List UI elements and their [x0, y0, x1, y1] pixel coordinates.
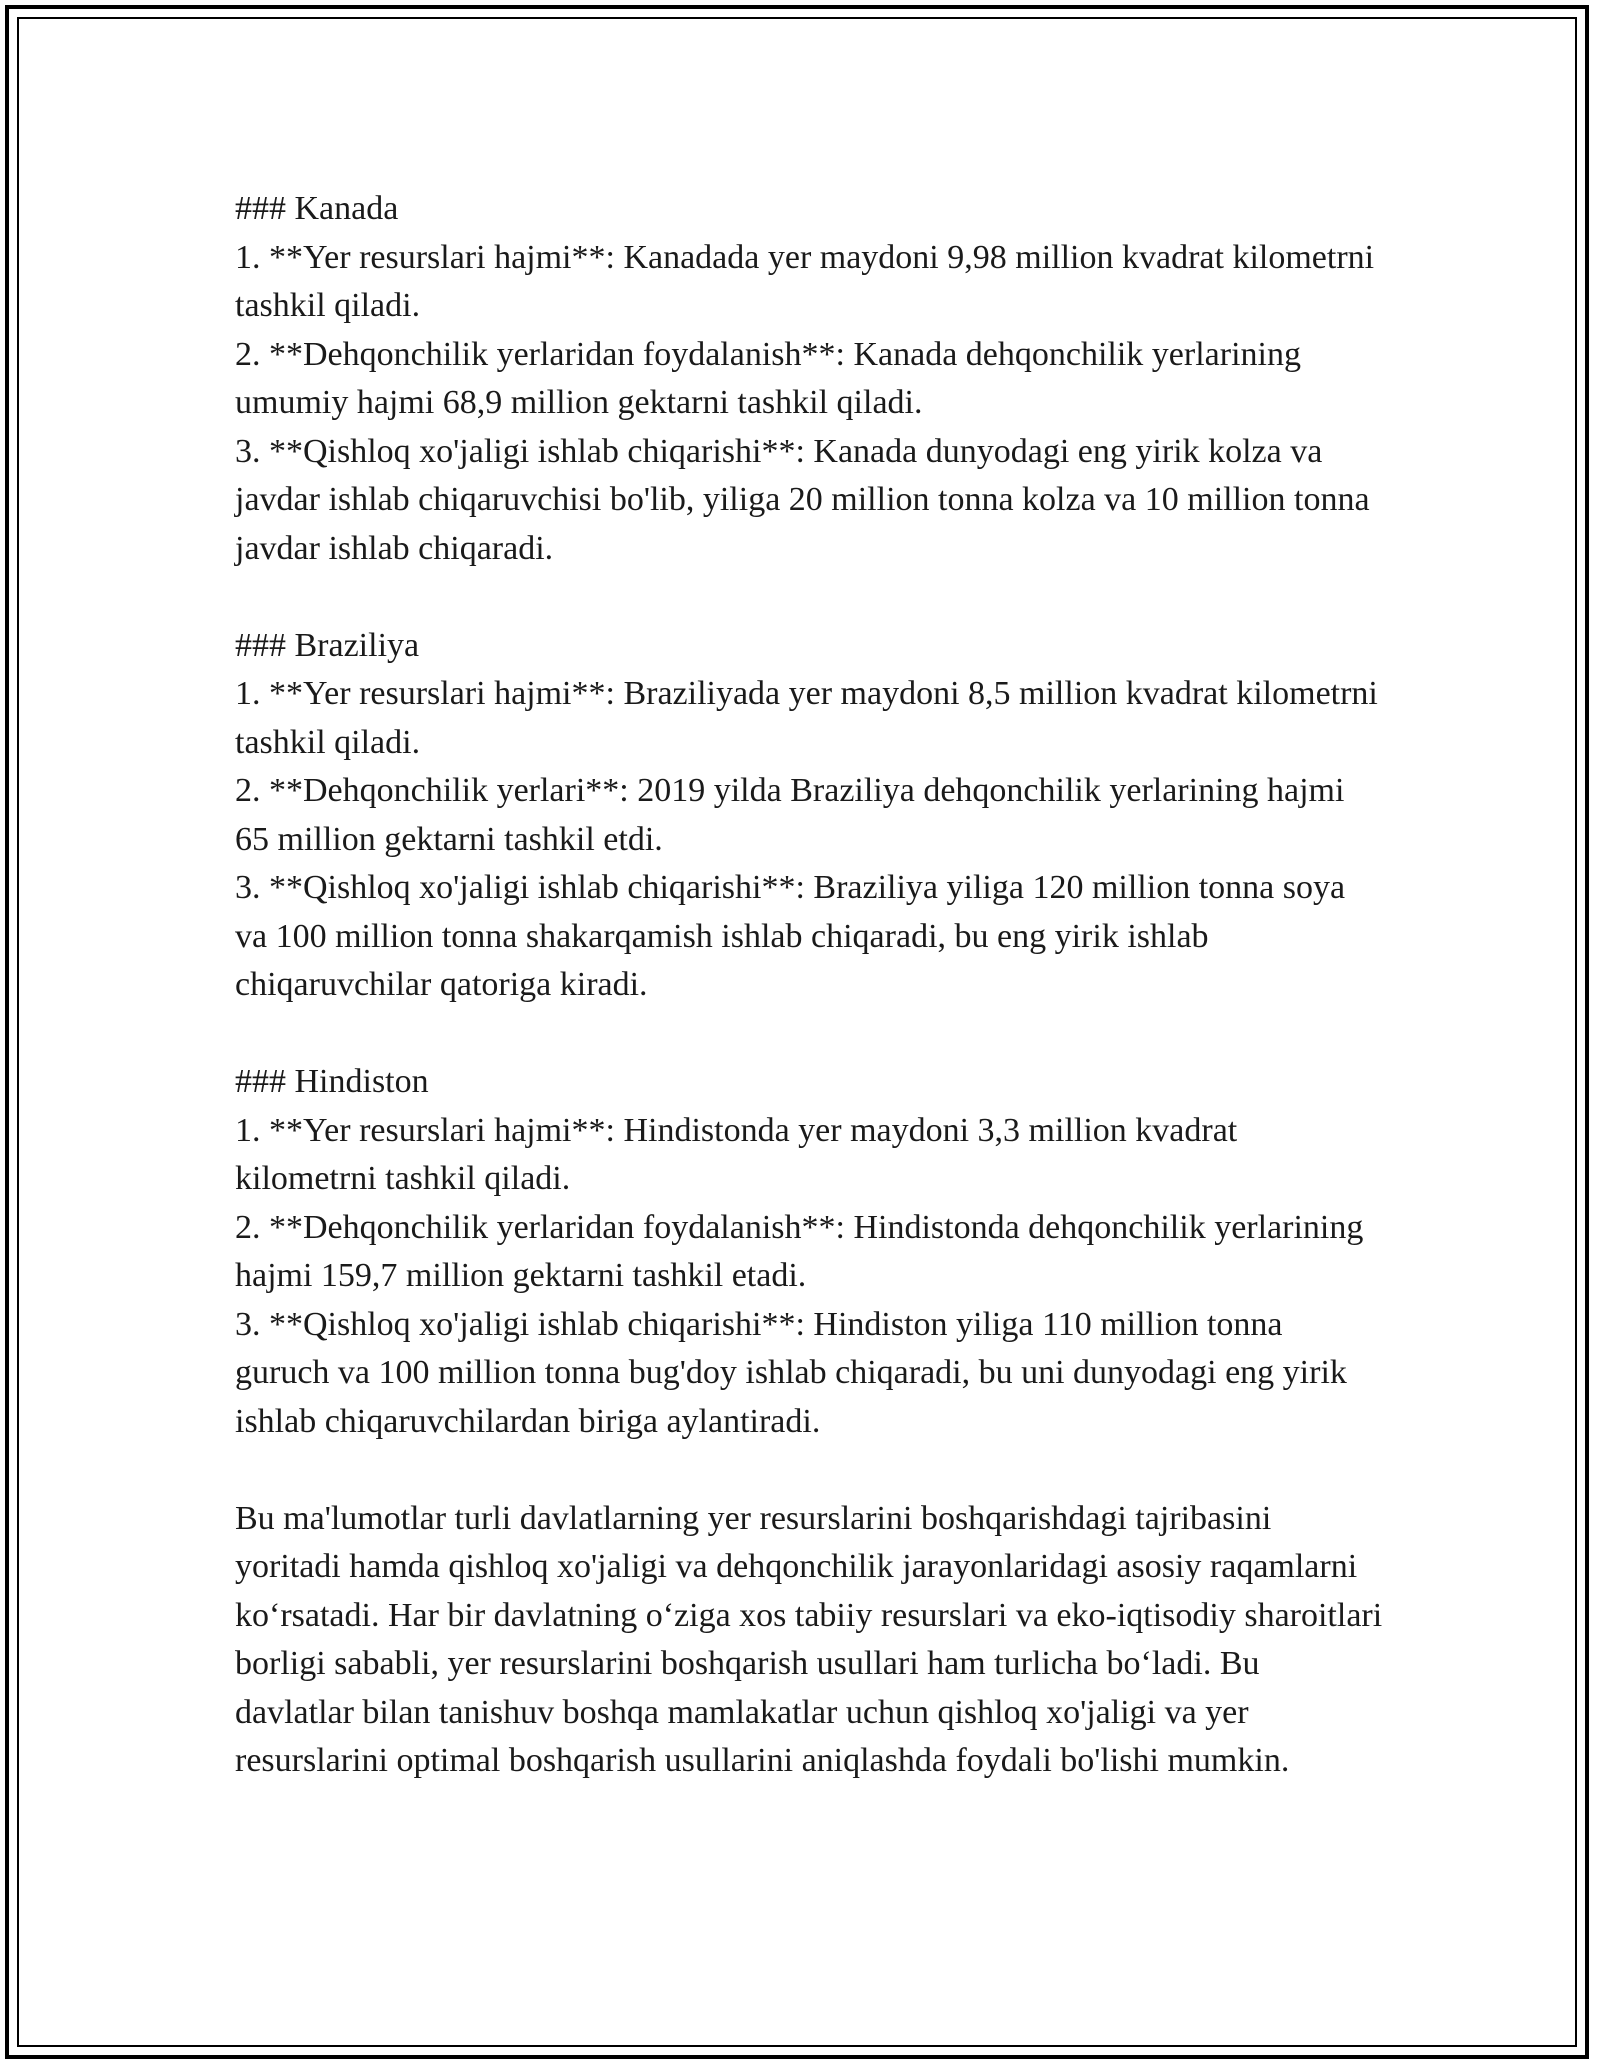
section-heading: ### Hindiston	[235, 1063, 429, 1100]
section-heading: ### Braziliya	[235, 626, 420, 664]
document-body	[235, 185, 1385, 1834]
section-kanada	[235, 185, 1385, 573]
list-item: 1. **Yer resurslari hajmi**: Kanadada yer maydoni 9,98 million kvadrat kilometrni tashkil qiladi.	[235, 238, 1375, 324]
section-hindiston	[235, 1058, 1385, 1446]
list-item: 2. **Dehqonchilik yerlaridan foydalanish**: Hindistonda dehqonchilik yerlarining hajmi 159,7 million gektarni tashkil etadi.	[235, 1208, 1364, 1294]
conclusion-paragraph	[235, 1495, 1385, 1786]
list-item: 3. **Qishloq xo'jaligi ishlab chiqarishi**: Braziliya yiliga 120 million tonna soya va 100 million tonna shakarqamish ishlab chiqaradi, bu eng yirik ishlab chiqaruvchilar qatoriga kiradi.	[235, 869, 1346, 1003]
conclusion-text: Bu ma'lumotlar turli davlatlarning yer resurslarini boshqarishdagi tajribasini yoritadi hamda qishloq xo'jaligi va dehqonchilik jarayonlaridagi asosiy raqamlarni ko‘rsatadi. Har bir davlatning o‘ziga xos tabiiy resurslari va eko-iqtisodiy sharoitlari borligi sababli, yer resurslarini boshqarish usullari ham turlicha bo‘ladi. Bu davlatlar bilan tanishuv boshqa mamlakatlar uchun qishloq xo'jaligi va yer resurslarini optimal boshqarish usullarini aniqlashda foydali bo'lishi mumkin.	[235, 1499, 1383, 1779]
list-item: 1. **Yer resurslari hajmi**: Hindistonda yer maydoni 3,3 million kvadrat kilometrni tashkil qiladi.	[235, 1111, 1238, 1197]
list-item: 1. **Yer resurslari hajmi**: Braziliyada yer maydoni 8,5 million kvadrat kilometrni tashkil qiladi.	[235, 675, 1378, 761]
list-item: 2. **Dehqonchilik yerlaridan foydalanish**: Kanada dehqonchilik yerlarining umumiy hajmi 68,9 million gektarni tashkil qiladi.	[235, 335, 1301, 421]
section-braziliya	[235, 622, 1385, 1010]
section-heading: ### Kanada	[235, 190, 399, 227]
list-item: 3. **Qishloq xo'jaligi ishlab chiqarishi**: Kanada dunyodagi eng yirik kolza va javdar ishlab chiqaruvchisi bo'lib, yiliga 20 million tonna kolza va 10 million tonna javdar ishlab chiqaradi.	[235, 432, 1370, 567]
list-item: 3. **Qishloq xo'jaligi ishlab chiqarishi**: Hindiston yiliga 110 million tonna guruch va 100 million tonna bug'doy ishlab chiqaradi, bu uni dunyodagi eng yirik ishlab chiqaruvchilardan biriga aylantiradi.	[235, 1305, 1347, 1440]
list-item: 2. **Dehqonchilik yerlari**: 2019 yilda Braziliya dehqonchilik yerlarining hajmi 65 million gektarni tashkil etdi.	[235, 772, 1345, 858]
